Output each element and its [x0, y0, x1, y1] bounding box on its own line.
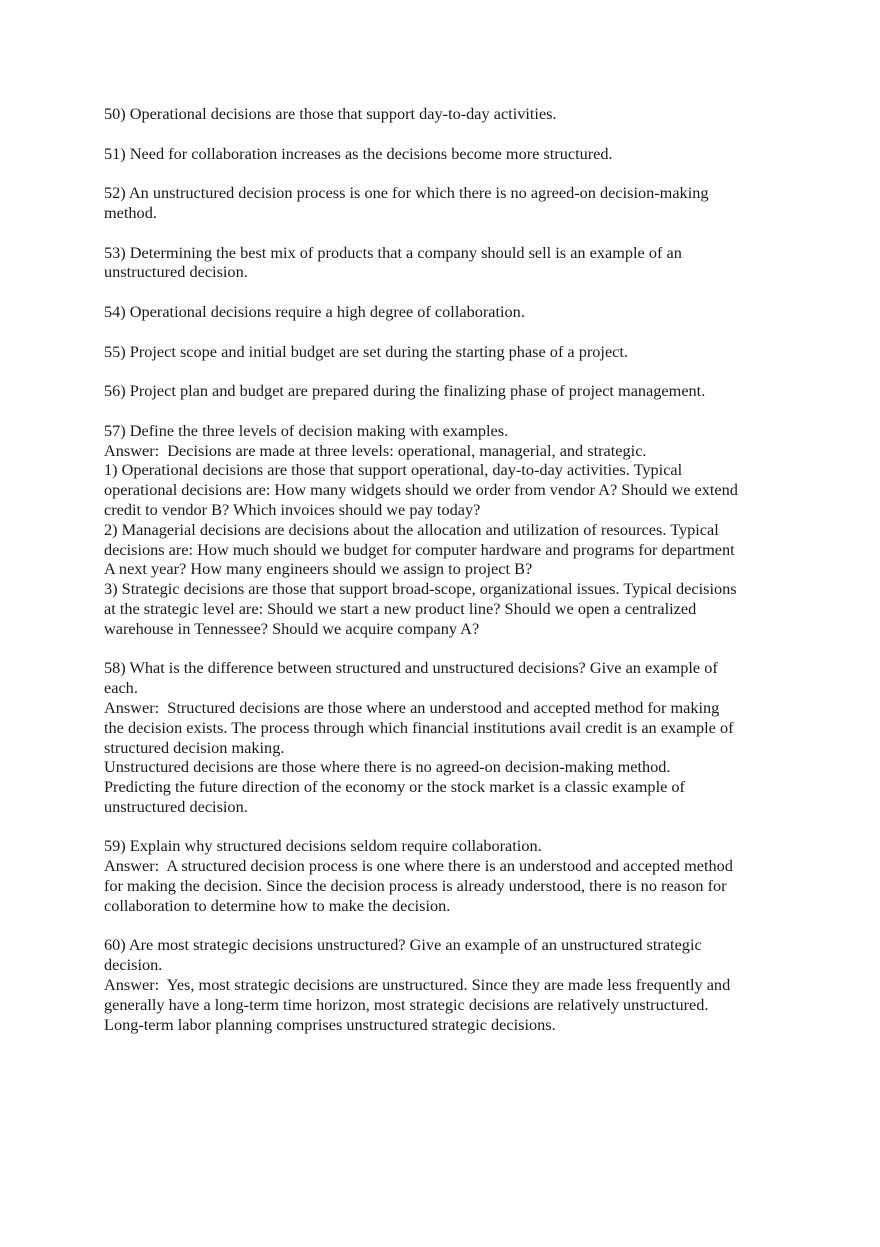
question-51	[104, 144, 794, 164]
question-55	[104, 342, 794, 362]
question-53	[104, 243, 794, 283]
question-56	[104, 381, 794, 401]
answer-text: Answer: Decisions are made at three levels: operational, managerial, and strategic.	[104, 440, 647, 460]
answer-text: Predicting the future direction of the economy or the stock market is a classic example of	[104, 777, 685, 797]
answer-text: at the strategic level are: Should we start a new product line? Should we open a centralized	[104, 598, 697, 618]
text-line: 51) Need for collaboration increases as the decisions become more structured.	[104, 143, 613, 163]
question-text: 59) Explain why structured decisions seldom require collaboration.	[104, 836, 542, 856]
question-text: 57) Define the three levels of decision making with examples.	[104, 420, 509, 440]
question-text: each.	[104, 678, 138, 698]
answer-text: 2) Managerial decisions are decisions about the allocation and utilization of resources. Typical	[104, 519, 719, 539]
question-52	[104, 183, 794, 223]
answer-text: 1) Operational decisions are those that support operational, day-to-day activities. Typical	[104, 460, 683, 480]
answer-text: Answer: A structured decision process is one where there is an understood and accepted method	[104, 856, 733, 876]
answer-text: Unstructured decisions are those where there is no agreed-on decision-making method.	[104, 757, 671, 777]
question-54	[104, 302, 794, 322]
answer-text: operational decisions are: How many widgets should we order from vendor A? Should we extend	[104, 480, 738, 500]
answer-text: collaboration to determine how to make the decision.	[104, 895, 451, 915]
question-59	[104, 836, 794, 915]
answer-text: structured decision making.	[104, 737, 285, 757]
text-line: unstructured decision.	[104, 262, 248, 282]
answer-text: Long-term labor planning comprises unstructured strategic decisions.	[104, 1014, 556, 1034]
question-60	[104, 935, 794, 1034]
question-58	[104, 658, 794, 816]
answer-text: unstructured decision.	[104, 796, 248, 816]
answer-text: Answer: Structured decisions are those where an understood and accepted method for making	[104, 697, 720, 717]
text-line: 54) Operational decisions require a high degree of collaboration.	[104, 301, 525, 321]
answer-text: decisions are: How much should we budget for computer hardware and programs for department	[104, 539, 735, 559]
question-50	[104, 104, 794, 124]
answer-text: for making the decision. Since the decision process is already understood, there is no reason for	[104, 876, 727, 896]
question-text: decision.	[104, 955, 163, 975]
answer-text: Answer: Yes, most strategic decisions are unstructured. Since they are made less frequently and	[104, 975, 731, 995]
question-text: 58) What is the difference between structured and unstructured decisions? Give an example of	[104, 658, 718, 678]
answer-text: A next year? How many engineers should we assign to project B?	[104, 559, 533, 579]
text-line: 52) An unstructured decision process is one for which there is no agreed-on decision-making	[104, 183, 709, 203]
answer-text: the decision exists. The process through which financial institutions avail credit is an example of	[104, 717, 734, 737]
text-line: 53) Determining the best mix of products that a company should sell is an example of an	[104, 242, 682, 262]
text-line: 56) Project plan and budget are prepared during the finalizing phase of project management.	[104, 381, 706, 401]
answer-text: credit to vendor B? Which invoices should we pay today?	[104, 499, 481, 519]
question-text: 60) Are most strategic decisions unstructured? Give an example of an unstructured strategic	[104, 935, 702, 955]
answer-text: generally have a long-term time horizon, most strategic decisions are relatively unstructured.	[104, 994, 709, 1014]
text-line: method.	[104, 202, 157, 222]
answer-text: 3) Strategic decisions are those that support broad-scope, organizational issues. Typical decisions	[104, 579, 737, 599]
question-57	[104, 421, 794, 639]
answer-text: warehouse in Tennessee? Should we acquire company A?	[104, 618, 480, 638]
text-line: 50) Operational decisions are those that support day-to-day activities.	[104, 104, 557, 123]
document-page	[104, 104, 794, 1054]
text-line: 55) Project scope and initial budget are set during the starting phase of a project.	[104, 341, 629, 361]
